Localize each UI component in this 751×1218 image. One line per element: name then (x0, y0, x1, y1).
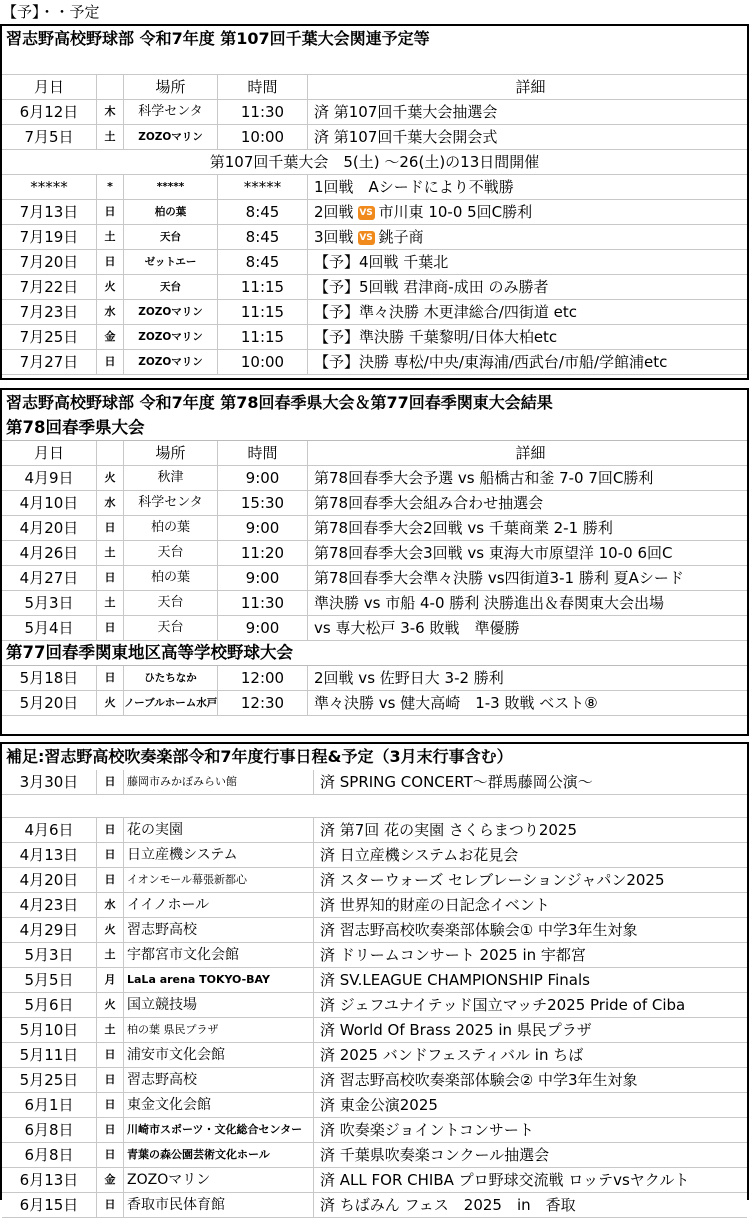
cell-date: 5月5日 (2, 968, 97, 992)
cell-day: 土 (97, 541, 124, 565)
header-row (2, 441, 747, 466)
table-row (2, 1043, 747, 1068)
cell-day: 火 (97, 691, 124, 715)
cell-date: 4月20日 (2, 516, 97, 540)
header-date: 月日 (2, 441, 97, 465)
detail-text: 済 吹奏楽ジョイントコンサート (320, 1121, 534, 1139)
cell-day: 金 (97, 1168, 124, 1192)
cell-date: 5月25日 (2, 1068, 97, 1092)
cell-detail (308, 491, 747, 515)
table-row (2, 616, 747, 641)
detail-text: 【予】4回戦 千葉北 (314, 253, 449, 271)
detail-text: vs 専大松戸 3-6 敗戦 準優勝 (314, 619, 520, 637)
cell-detail (308, 541, 747, 565)
cell-place: 秋津 (124, 466, 218, 490)
detail-opponent: 市川東 10-0 5回C勝利 (378, 203, 533, 221)
header-detail: 詳細 (515, 444, 546, 462)
cell-day: 日 (97, 666, 124, 690)
table-row (2, 770, 747, 795)
prefectural-rows (2, 466, 747, 641)
legend: 【予】・・予定 (2, 3, 100, 21)
detail-text: 済 SPRING CONCERT～群馬藤岡公演～ (320, 773, 593, 791)
cell-date: ***** (2, 175, 97, 199)
cell-day: 土 (97, 943, 124, 967)
cell-place: 日立産機システム (124, 843, 314, 867)
cell-place: 青葉の森公園芸術文化ホール (124, 1143, 314, 1167)
cell-place: 天台 (124, 275, 218, 299)
header-place: 場所 (124, 441, 218, 465)
table-row (2, 868, 747, 893)
table-row (2, 541, 747, 566)
table-row (2, 1018, 747, 1043)
cell-date: 6月1日 (2, 1093, 97, 1117)
cell-place: 国立競技場 (124, 993, 314, 1017)
cell-date: 4月26日 (2, 541, 97, 565)
cell-time: 11:20 (218, 541, 308, 565)
table-row (2, 591, 747, 616)
cell-date: 7月13日 (2, 200, 97, 224)
cell-place: ひたちなか (124, 666, 218, 690)
detail-text: 第78回春季大会2回戦 vs 千葉商業 2-1 勝利 (314, 519, 613, 537)
detail-text: 済 スターウォーズ セレブレーションジャパン2025 (320, 871, 665, 889)
section-title: 補足:習志野高校吹奏楽部令和7年度行事日程&予定（3月末行事含む） (6, 747, 513, 766)
cell-place: 科学センタ (124, 491, 218, 515)
detail-text: 第78回春季大会予選 vs 船橋古和釜 7-0 7回C勝利 (314, 469, 654, 487)
cell-day: 日 (97, 1118, 124, 1142)
cell-date: 4月20日 (2, 868, 97, 892)
cell-date: 4月10日 (2, 491, 97, 515)
detail-text: 済 ALL FOR CHIBA プロ野球交流戦 ロッテvsヤクルト (320, 1171, 690, 1189)
cell-detail (308, 175, 747, 199)
cell-day: 日 (97, 200, 124, 224)
detail-text: 済 習志野高校吹奏楽部体験会① 中学3年生対象 (320, 921, 638, 939)
cell-detail (308, 591, 747, 615)
header-date: 月日 (2, 75, 97, 99)
cell-day: 日 (97, 843, 124, 867)
cell-detail (314, 943, 747, 967)
table-row (2, 691, 747, 716)
detail-text: 【予】準々決勝 木更津総合/四街道 etc (314, 303, 577, 321)
cell-date: 5月6日 (2, 993, 97, 1017)
cell-day: 日 (97, 516, 124, 540)
cell-date: 7月23日 (2, 300, 97, 324)
cell-place: 浦安市文化会館 (124, 1043, 314, 1067)
detail-text: 済 ちばみん フェス 2025 in 香取 (320, 1196, 576, 1214)
cell-time: 11:30 (218, 100, 308, 124)
cell-detail (314, 868, 747, 892)
header-time: 時間 (218, 441, 308, 465)
detail-text: 2回戦 (314, 203, 354, 221)
cell-detail (314, 918, 747, 942)
cell-detail (308, 466, 747, 490)
cell-place: 宇都宮市文化会館 (124, 943, 314, 967)
spacer-row (2, 52, 747, 75)
cell-place: 習志野高校 (124, 918, 314, 942)
kanto-rows (2, 666, 747, 716)
detail-text: 【予】5回戦 君津商-成田 のみ勝者 (314, 278, 549, 296)
cell-time: 12:00 (218, 666, 308, 690)
cell-day: 火 (97, 993, 124, 1017)
cell-detail (314, 1018, 747, 1042)
table-row (2, 1193, 747, 1218)
table-row (2, 893, 747, 918)
table-row (2, 1068, 747, 1093)
cell-detail (308, 516, 747, 540)
table-row (2, 350, 747, 375)
cell-time: 11:30 (218, 591, 308, 615)
detail-text: 済 2025 バンドフェスティバル in ちば (320, 1046, 584, 1064)
cell-place: ***** (124, 175, 218, 199)
brass-band-schedule (0, 742, 749, 1214)
table-row (2, 275, 747, 300)
baseball-summer-schedule (0, 24, 749, 380)
section-title: 習志野高校野球部 令和7年度 第78回春季県大会＆第77回春季関東大会結果 (6, 393, 553, 412)
detail-text: 済 千葉県吹奏楽コンクール抽選会 (320, 1146, 550, 1164)
table-row (2, 466, 747, 491)
cell-day: 日 (97, 616, 124, 640)
cell-day: 日 (97, 868, 124, 892)
cell-day: 日 (97, 1093, 124, 1117)
cell-date: 3月30日 (2, 770, 97, 794)
header-detail: 詳細 (515, 78, 546, 96)
cell-day: 水 (97, 300, 124, 324)
cell-detail (308, 125, 747, 149)
cell-date: 5月18日 (2, 666, 97, 690)
detail-text: 第78回春季大会組み合わせ抽選会 (314, 494, 544, 512)
detail-text: 済 World Of Brass 2025 in 県民プラザ (320, 1021, 592, 1039)
cell-day: 日 (97, 350, 124, 374)
cell-day: 水 (97, 491, 124, 515)
vs-icon: VS (359, 233, 373, 243)
cell-time: 10:00 (218, 125, 308, 149)
cell-detail (314, 1093, 747, 1117)
cell-date: 7月19日 (2, 225, 97, 249)
cell-detail (308, 566, 747, 590)
detail-opponent: 銚子商 (378, 228, 424, 246)
cell-place: ZOZOマリン (124, 300, 218, 324)
cell-detail (308, 616, 747, 640)
table-row (2, 666, 747, 691)
cell-place: ZOZOマリン (124, 325, 218, 349)
cell-day: 日 (97, 566, 124, 590)
cell-place: 花の実園 (124, 818, 314, 842)
cell-detail (314, 993, 747, 1017)
cell-detail (308, 225, 747, 249)
spacer-row (2, 795, 747, 818)
cell-day: 日 (97, 1043, 124, 1067)
header-row (2, 75, 747, 100)
cell-place: 習志野高校 (124, 1068, 314, 1092)
detail-text: 済 ドリームコンサート 2025 in 宇都宮 (320, 946, 586, 964)
cell-date: 4月9日 (2, 466, 97, 490)
detail-text: 済 世界知的財産の日記念イベント (320, 896, 550, 914)
cell-place: LaLa arena TOKYO-BAY (124, 968, 314, 992)
cell-place: 天台 (124, 541, 218, 565)
cell-date: 4月23日 (2, 893, 97, 917)
detail-text: 3回戦 (314, 228, 354, 246)
cell-time: ***** (218, 175, 308, 199)
cell-place: ZOZOマリン (124, 125, 218, 149)
detail-text: 済 東金公演2025 (320, 1096, 438, 1114)
detail-text: 済 第107回千葉大会抽選会 (314, 103, 498, 121)
cell-day: 火 (97, 275, 124, 299)
cell-time: 15:30 (218, 491, 308, 515)
cell-day: 土 (97, 125, 124, 149)
table-row (2, 968, 747, 993)
pre-tournament-rows (2, 100, 747, 150)
detail-text: 済 SV.LEAGUE CHAMPIONSHIP Finals (320, 971, 590, 989)
cell-time: 11:15 (218, 275, 308, 299)
cell-time: 8:45 (218, 250, 308, 274)
cell-place: 川崎市スポーツ・文化総合センター (124, 1118, 314, 1142)
cell-place: 香取市民体育館 (124, 1193, 314, 1217)
detail-text: 【予】準決勝 千葉黎明/日体大柏etc (314, 328, 558, 346)
first-row (2, 770, 747, 795)
cell-place: 柏の葉 (124, 516, 218, 540)
cell-place: ゼットエー (124, 250, 218, 274)
cell-detail (314, 968, 747, 992)
table-row (2, 1168, 747, 1193)
cell-place: ZOZOマリン (124, 350, 218, 374)
cell-place: 東金文化会館 (124, 1093, 314, 1117)
cell-detail (314, 893, 747, 917)
detail-text: 済 第107回千葉大会開会式 (314, 128, 498, 146)
cell-place: 天台 (124, 616, 218, 640)
cell-time: 10:00 (218, 350, 308, 374)
cell-detail (308, 100, 747, 124)
detail-text: 済 ジェフユナイテッド国立マッチ2025 Pride of Ciba (320, 996, 686, 1014)
table-row (2, 843, 747, 868)
cell-detail (308, 250, 747, 274)
cell-detail (308, 300, 747, 324)
cell-date: 6月13日 (2, 1168, 97, 1192)
detail-text: 2回戦 vs 佐野日大 3-2 勝利 (314, 669, 504, 687)
header-place: 場所 (124, 75, 218, 99)
detail-text: 第78回春季大会準々決勝 vs四街道3-1 勝利 夏Aシード (314, 569, 684, 587)
detail-text: 準決勝 vs 市船 4-0 勝利 決勝進出＆春関東大会出場 (314, 594, 665, 612)
cell-detail (314, 843, 747, 867)
detail-text: 済 第7回 花の実園 さくらまつり2025 (320, 821, 578, 839)
cell-day: 日 (97, 1068, 124, 1092)
cell-place: 藤岡市みかぼみらい館 (124, 770, 314, 794)
cell-detail (308, 275, 747, 299)
cell-time: 8:45 (218, 200, 308, 224)
header-day (97, 75, 124, 99)
cell-date: 6月8日 (2, 1118, 97, 1142)
table-row (2, 225, 747, 250)
cell-detail (314, 1143, 747, 1167)
table-row (2, 918, 747, 943)
cell-place: イイノホール (124, 893, 314, 917)
cell-place: イオンモール幕張新都心 (124, 868, 314, 892)
detail-text: 準々決勝 vs 健大高崎 1-3 敗戦 ベスト⑧ (314, 694, 598, 712)
cell-time: 9:00 (218, 516, 308, 540)
cell-day: 火 (97, 918, 124, 942)
cell-date: 7月20日 (2, 250, 97, 274)
cell-time: 9:00 (218, 566, 308, 590)
cell-day: 木 (97, 100, 124, 124)
cell-date: 6月12日 (2, 100, 97, 124)
detail-text: 第78回春季大会3回戦 vs 東海大市原望洋 10-0 6回C (314, 544, 673, 562)
header-day (97, 441, 124, 465)
cell-detail (308, 666, 747, 690)
cell-detail (308, 200, 747, 224)
subtitle-kanto: 第77回春季関東地区高等学校野球大会 (2, 641, 747, 666)
cell-place: 天台 (124, 225, 218, 249)
table-row (2, 250, 747, 275)
cell-day: 土 (97, 1018, 124, 1042)
vs-icon: VS (359, 208, 373, 218)
event-rows (2, 818, 747, 1218)
cell-day: 日 (97, 770, 124, 794)
cell-time: 8:45 (218, 225, 308, 249)
detail-text: 1回戦 Aシードにより不戦勝 (314, 178, 514, 196)
header-time: 時間 (218, 75, 308, 99)
cell-detail (314, 1118, 747, 1142)
baseball-spring-results (0, 388, 749, 736)
cell-detail (314, 1168, 747, 1192)
cell-day: 月 (97, 968, 124, 992)
cell-date: 4月13日 (2, 843, 97, 867)
cell-date: 6月8日 (2, 1143, 97, 1167)
cell-day: 日 (97, 1143, 124, 1167)
cell-day: 土 (97, 225, 124, 249)
cell-day: 土 (97, 591, 124, 615)
table-row (2, 100, 747, 125)
cell-detail (314, 818, 747, 842)
table-row (2, 516, 747, 541)
cell-date: 7月25日 (2, 325, 97, 349)
cell-date: 5月20日 (2, 691, 97, 715)
cell-day: 火 (97, 466, 124, 490)
cell-date: 7月5日 (2, 125, 97, 149)
table-row (2, 818, 747, 843)
cell-detail (308, 691, 747, 715)
cell-date: 5月4日 (2, 616, 97, 640)
cell-date: 7月22日 (2, 275, 97, 299)
detail-text: 済 日立産機システムお花見会 (320, 846, 519, 864)
cell-date: 4月29日 (2, 918, 97, 942)
cell-day: 金 (97, 325, 124, 349)
tournament-banner: 第107回千葉大会 5(土) ～26(土)の13日間開催 (209, 153, 540, 171)
table-row (2, 200, 747, 225)
cell-date: 5月10日 (2, 1018, 97, 1042)
detail-text: 済 習志野高校吹奏楽部体験会② 中学3年生対象 (320, 1071, 638, 1089)
cell-day: 日 (97, 250, 124, 274)
banner-row (2, 150, 747, 175)
cell-time: 9:00 (218, 466, 308, 490)
table-row (2, 175, 747, 200)
cell-detail (308, 350, 747, 374)
cell-date: 7月27日 (2, 350, 97, 374)
cell-place: 科学センタ (124, 100, 218, 124)
table-row (2, 125, 747, 150)
cell-place: 天台 (124, 591, 218, 615)
cell-date: 5月3日 (2, 943, 97, 967)
table-row (2, 1118, 747, 1143)
table-row (2, 993, 747, 1018)
cell-place: 柏の葉 (124, 200, 218, 224)
cell-place: 柏の葉 県民プラザ (124, 1018, 314, 1042)
cell-detail (314, 1043, 747, 1067)
section-title: 習志野高校野球部 令和7年度 第107回千葉大会関連予定等 (6, 29, 430, 48)
table-row (2, 1093, 747, 1118)
cell-day: * (97, 175, 124, 199)
cell-date: 5月3日 (2, 591, 97, 615)
table-row (2, 300, 747, 325)
cell-detail (308, 325, 747, 349)
cell-place: 柏の葉 (124, 566, 218, 590)
cell-date: 5月11日 (2, 1043, 97, 1067)
tournament-rows (2, 175, 747, 375)
cell-detail (314, 770, 747, 794)
cell-day: 日 (97, 1193, 124, 1217)
cell-time: 11:15 (218, 300, 308, 324)
cell-time: 12:30 (218, 691, 308, 715)
cell-date: 6月15日 (2, 1193, 97, 1217)
table-row (2, 491, 747, 516)
cell-time: 11:15 (218, 325, 308, 349)
cell-day: 日 (97, 818, 124, 842)
cell-date: 4月6日 (2, 818, 97, 842)
table-row (2, 566, 747, 591)
cell-time: 9:00 (218, 616, 308, 640)
subtitle-prefectural: 第78回春季県大会 (2, 416, 747, 441)
table-row (2, 325, 747, 350)
table-row (2, 1143, 747, 1168)
detail-text: 【予】決勝 専松/中央/東海浦/西武台/市船/学館浦etc (314, 353, 668, 371)
cell-place: ノーブルホーム水戸 (124, 691, 218, 715)
cell-detail (314, 1068, 747, 1092)
cell-place: ZOZOマリン (124, 1168, 314, 1192)
cell-detail (314, 1193, 747, 1217)
cell-day: 水 (97, 893, 124, 917)
table-row (2, 943, 747, 968)
cell-date: 4月27日 (2, 566, 97, 590)
